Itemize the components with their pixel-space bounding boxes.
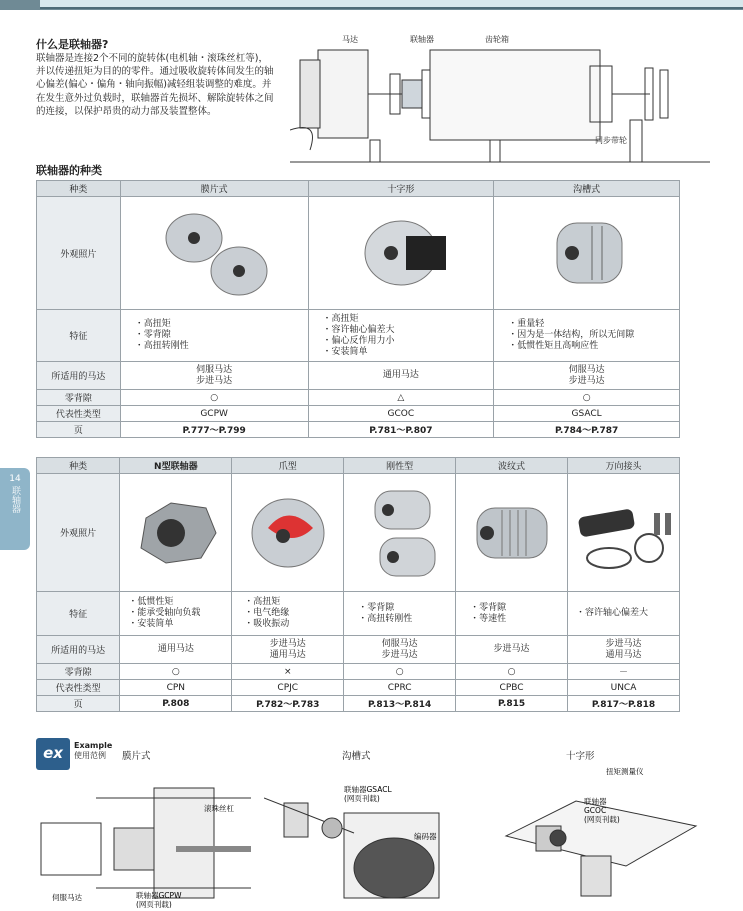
side-tab-number: 14: [9, 474, 21, 484]
ex1-servo: 伺服马达: [52, 893, 82, 902]
example-section: [36, 738, 708, 908]
top-left-band: [0, 0, 40, 10]
row-label-feature: 特征: [37, 310, 121, 362]
col-name: 十字形: [308, 181, 494, 197]
backlash-cell: △: [308, 390, 494, 406]
backlash-cell: ○: [120, 664, 232, 680]
page-link[interactable]: P.808: [120, 696, 232, 712]
row-label-photo: 外观照片: [37, 197, 121, 310]
motor-cell: 通用马达: [308, 362, 494, 390]
feature-cell: ・高扭矩 ・容许轴心偏差大 ・偏心反作用力小 ・安装简单: [308, 310, 494, 362]
photo-cell: [344, 474, 456, 592]
backlash-cell: ○: [494, 390, 680, 406]
model-cell: GSACL: [494, 406, 680, 422]
col-name: 爪型: [232, 458, 344, 474]
ex3-coupling: 联轴器: [584, 797, 607, 806]
page-link[interactable]: P.817～P.818: [568, 696, 680, 712]
row-label-type: 种类: [37, 181, 121, 197]
motor-cell: 伺服马达 步进马达: [344, 636, 456, 664]
col-name: 刚性型: [344, 458, 456, 474]
ex2-encoder: 编码器: [414, 832, 437, 841]
row-label-photo: 外观照片: [37, 474, 120, 592]
ex3-page-ref: (网页刊载): [584, 815, 620, 824]
rigid-coupling-image: [350, 483, 450, 583]
photo-cell: [120, 197, 308, 310]
photo-cell: [120, 474, 232, 592]
example-title-2: 沟槽式: [342, 751, 371, 762]
backlash-cell: ○: [120, 390, 308, 406]
backlash-cell: ○: [344, 664, 456, 680]
page-link[interactable]: P.813～P.814: [344, 696, 456, 712]
bellows-coupling-image: [462, 488, 562, 578]
diagram-label-gearbox: 齿轮箱: [485, 35, 509, 44]
feature-cell: ・零背隙 ・高扭转刚性: [344, 592, 456, 636]
example-diagram-oldham: [496, 766, 708, 908]
motor-cell: 步进马达: [456, 636, 568, 664]
motor-cell: 步进马达 通用马达: [568, 636, 680, 664]
model-cell: CPBC: [456, 680, 568, 696]
feature-cell: ・容许轴心偏差大: [568, 592, 680, 636]
diagram-label-motor: 马达: [342, 35, 358, 44]
page-link[interactable]: P.777～P.799: [120, 422, 308, 438]
motor-cell: 伺服马达 步进马达: [120, 362, 308, 390]
motor-cell: 伺服马达 步进马达: [494, 362, 680, 390]
example-logo: ex: [36, 738, 70, 770]
page-link[interactable]: P.784～P.787: [494, 422, 680, 438]
diagram-label-coupling: 联轴器: [410, 35, 434, 44]
model-cell: GCOC: [308, 406, 494, 422]
example-title-3: 十字形: [566, 751, 595, 762]
feature-cell: ・高扭矩 ・电气绝缘 ・吸收振动: [232, 592, 344, 636]
intro-paragraph: 联轴器是连接2个不同的旋转体(电机轴・滚珠丝杠等)，并以传递扭矩为目的的零件。通过吸收旋转体间发生的轴心偏差(偏心・偏角・轴向振幅)减轻组装调整的难度。并在发生意外过负载时，联轴器首先损坏、解除旋转体之间的连接，以保护昂贵的动力部及装置整体。: [36, 53, 274, 117]
row-label-model: 代表性类型: [37, 680, 120, 696]
row-label-model: 代表性类型: [37, 406, 121, 422]
coupling-overview-diagram: [290, 30, 710, 170]
photo-cell: [494, 197, 680, 310]
side-chapter-tab[interactable]: [0, 468, 30, 550]
photo-cell: [308, 197, 494, 310]
example-diagram-slit: [264, 778, 474, 908]
row-label-type: 种类: [37, 458, 120, 474]
ex3-model: GCOC: [584, 806, 607, 815]
oldham-coupling-image: [346, 208, 456, 298]
slit-coupling-image: [532, 208, 642, 298]
feature-cell: ・零背隙 ・等速性: [456, 592, 568, 636]
model-cell: CPRC: [344, 680, 456, 696]
row-label-backlash: 零背隙: [37, 664, 120, 680]
backlash-cell: ○: [456, 664, 568, 680]
model-cell: CPJC: [232, 680, 344, 696]
col-name: 波纹式: [456, 458, 568, 474]
model-cell: GCPW: [120, 406, 308, 422]
row-label-feature: 特征: [37, 592, 120, 636]
coupling-type-table-2: [36, 457, 680, 712]
ex2-page-ref: (网页刊载): [344, 794, 380, 803]
model-cell: UNCA: [568, 680, 680, 696]
row-label-motor: 所适用的马达: [37, 362, 121, 390]
ex1-ballscrew: 滚珠丝杠: [204, 804, 234, 813]
diagram-label-pulley: 同步带轮: [595, 136, 627, 145]
motor-cell: 步进马达 通用马达: [232, 636, 344, 664]
ex1-page-ref: (网页刊载): [136, 900, 172, 908]
photo-cell: [232, 474, 344, 592]
section-title: 联轴器的种类: [36, 164, 102, 177]
ex3-torque: 扭矩测量仪: [606, 767, 644, 776]
row-label-backlash: 零背隙: [37, 390, 121, 406]
col-name: 沟槽式: [494, 181, 680, 197]
feature-cell: ・低惯性矩 ・能承受轴向负载 ・安装简单: [120, 592, 232, 636]
motor-cell: 通用马达: [120, 636, 232, 664]
page-link[interactable]: P.782～P.783: [232, 696, 344, 712]
disc-coupling-image: [154, 203, 274, 303]
example-title-1: 膜片式: [122, 751, 151, 762]
page-link[interactable]: P.815: [456, 696, 568, 712]
feature-cell: ・高扭矩 ・零背隙 ・高扭转刚性: [120, 310, 308, 362]
backlash-cell: －: [568, 664, 680, 680]
col-name: 膜片式: [120, 181, 308, 197]
coupling-type-table-1: [36, 180, 680, 438]
backlash-cell: ×: [232, 664, 344, 680]
top-header-bar: [0, 0, 743, 10]
example-caption: Example 使用范例: [74, 741, 113, 760]
ex2-coupling: 联轴器GSACL: [344, 785, 392, 794]
feature-cell: ・重量轻 ・因为是一体结构，所以无间隙 ・低惯性矩且高响应性: [494, 310, 680, 362]
col-name: 万向接头: [568, 458, 680, 474]
jaw-coupling-image: [238, 488, 338, 578]
col-name: N型联轴器: [120, 458, 232, 474]
model-cell: CPN: [120, 680, 232, 696]
row-label-page: 页: [37, 422, 121, 438]
universal-joint-image: [569, 488, 679, 578]
page-link[interactable]: P.781～P.807: [308, 422, 494, 438]
side-tab-label: 联轴器: [10, 486, 20, 513]
n-type-coupling-image: [126, 488, 226, 578]
ex1-coupling: 联轴器GCPW: [136, 891, 182, 900]
photo-cell: [456, 474, 568, 592]
row-label-motor: 所适用的马达: [37, 636, 120, 664]
photo-cell: [568, 474, 680, 592]
intro-heading: 什么是联轴器?: [36, 38, 109, 51]
example-diagram-disc: [36, 778, 256, 908]
row-label-page: 页: [37, 696, 120, 712]
